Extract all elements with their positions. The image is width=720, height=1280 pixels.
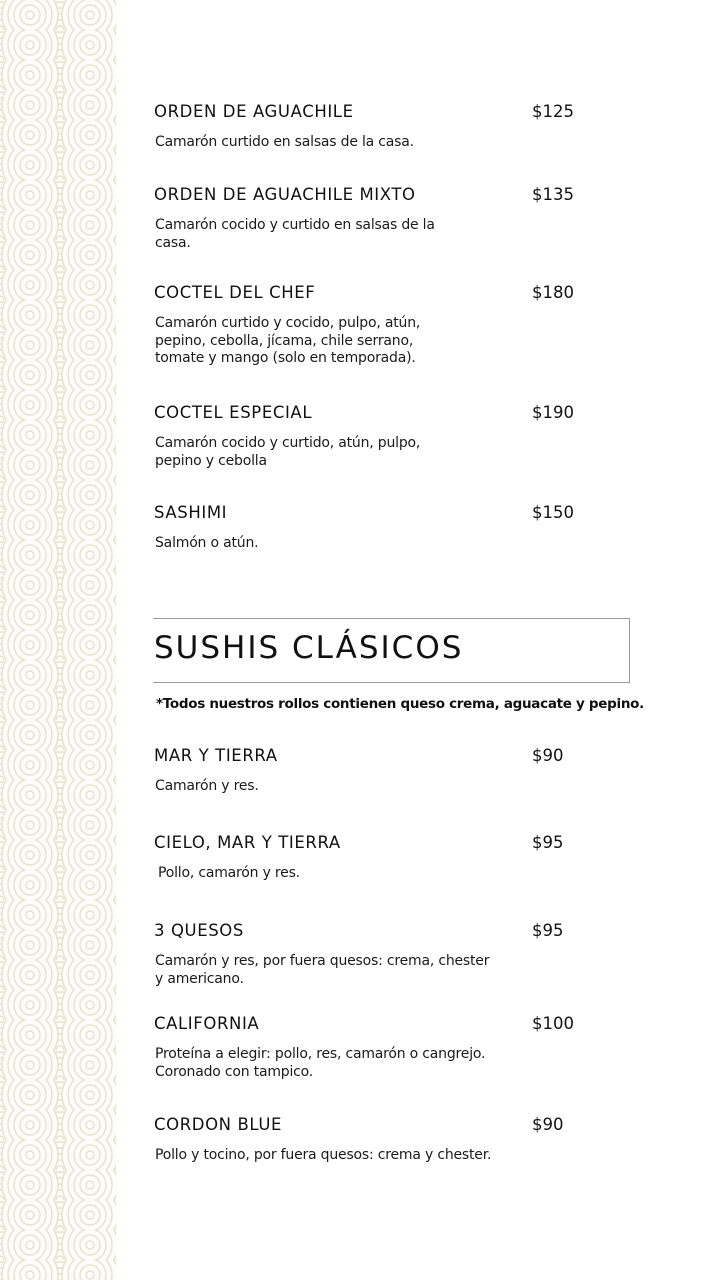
item-name: COCTEL ESPECIAL (154, 403, 313, 422)
item-description: Camarón y res, por fuera quesos: crema, chester y americano. (155, 953, 490, 987)
decorative-wave-pattern (0, 0, 116, 1280)
item-description: Camarón y res. (155, 778, 259, 794)
item-price: $135 (532, 185, 574, 204)
item-price: $190 (532, 403, 574, 422)
item-description: Camarón curtido en salsas de la casa. (155, 134, 414, 150)
section-title: SUSHIS CLÁSICOS (154, 630, 464, 666)
item-description: Camarón cocido y curtido, atún, pulpo, pepino y cebolla (155, 435, 421, 469)
item-description: Camarón curtido y cocido, pulpo, atún, pepino, cebolla, jícama, chile serrano, tomate y mango (solo en temporada). (155, 315, 421, 366)
item-name: CORDON BLUE (154, 1115, 283, 1134)
item-price: $125 (532, 102, 574, 121)
item-description: Salmón o atún. (155, 535, 259, 551)
item-description: Proteína a elegir: pollo, res, camarón o cangrejo. Coronado con tampico. (155, 1046, 486, 1080)
section-note: *Todos nuestros rollos contienen queso crema, aguacate y pepino. (156, 696, 644, 712)
item-name: CIELO, MAR Y TIERRA (154, 833, 341, 852)
item-name: SASHIMI (154, 503, 228, 522)
item-name: CALIFORNIA (154, 1014, 260, 1033)
item-description: Pollo, camarón y res. (158, 865, 300, 881)
item-description: Pollo y tocino, por fuera quesos: crema y chester. (155, 1147, 492, 1163)
item-name: ORDEN DE AGUACHILE MIXTO (154, 185, 416, 204)
item-name: MAR Y TIERRA (154, 746, 278, 765)
item-price: $95 (532, 833, 564, 852)
item-price: $100 (532, 1014, 574, 1033)
item-name: ORDEN DE AGUACHILE (154, 102, 354, 121)
item-price: $90 (532, 746, 564, 765)
item-name: 3 QUESOS (154, 921, 244, 940)
item-price: $90 (532, 1115, 564, 1134)
item-price: $180 (532, 283, 574, 302)
item-description: Camarón cocido y curtido en salsas de la casa. (155, 217, 435, 251)
item-price: $95 (532, 921, 564, 940)
item-price: $150 (532, 503, 574, 522)
item-name: COCTEL DEL CHEF (154, 283, 316, 302)
